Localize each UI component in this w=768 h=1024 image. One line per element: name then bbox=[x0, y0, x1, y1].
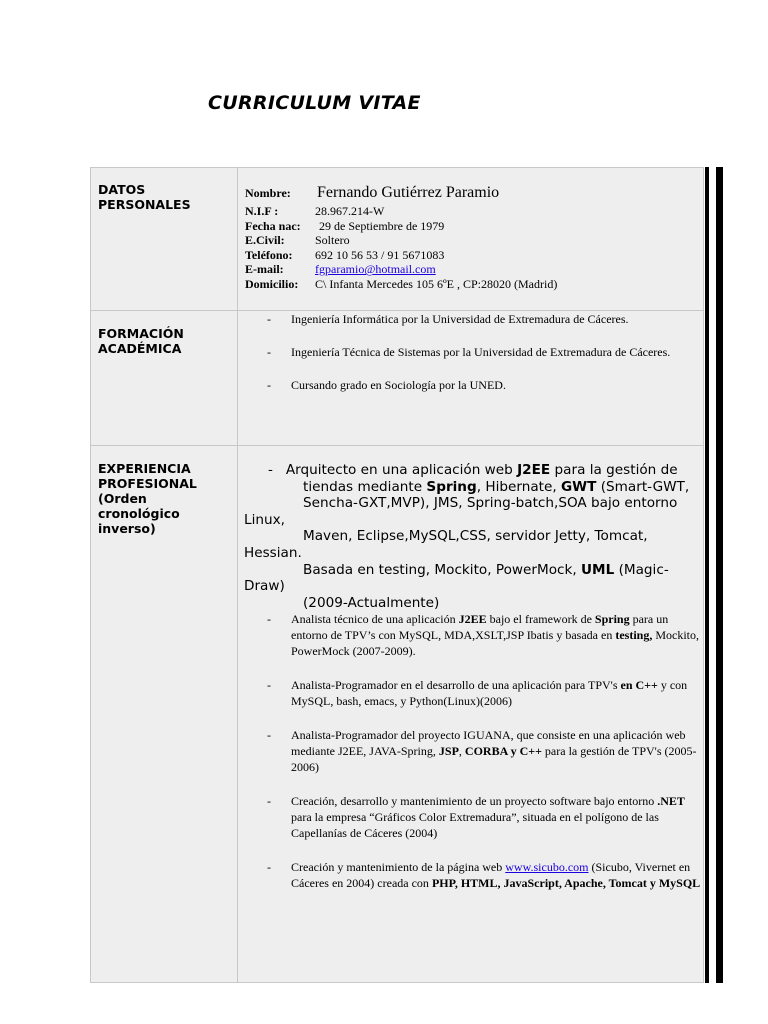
birth-value: 29 de Septiembre de 1979 bbox=[319, 218, 445, 233]
experience-row bbox=[91, 446, 704, 983]
birth-key: Fecha nac: bbox=[245, 218, 301, 233]
experience-list bbox=[238, 611, 703, 891]
email-key: E-mail: bbox=[245, 262, 284, 277]
name-key: Nombre: bbox=[245, 186, 291, 200]
cv-table bbox=[90, 167, 704, 983]
experience-item: - Analista-Programador en el desarrollo de una aplicación para TPV's en C++ y con MySQL, bash, emacs, y Python(Linux)(2006) bbox=[267, 677, 703, 709]
nif-value: 28.967.214-W bbox=[315, 204, 385, 218]
experience-item: - Creación y mantenimiento de la página web www.sicubo.com (Sicubo, Vivernet en Cáceres en 2004) creada con PHP, HTML, JavaScript, Apache, Tomcat y MySQL bbox=[267, 859, 703, 891]
personal-section-label: DATOS PERSONALES bbox=[98, 182, 191, 212]
phone-value: 692 10 56 53 / 91 5671083 bbox=[315, 247, 445, 262]
document-title: CURRICULUM VITAE bbox=[208, 92, 421, 114]
education-row bbox=[91, 311, 704, 446]
personal-details bbox=[238, 168, 703, 292]
education-item: - Ingeniería Informática por la Universidad de Extremadura de Cáceres. bbox=[267, 311, 703, 327]
phone-row bbox=[245, 248, 703, 263]
civil-key: E.Civil: bbox=[245, 233, 285, 248]
full-name: Fernando Gutiérrez Paramio bbox=[317, 184, 500, 201]
civil-value: Soltero bbox=[315, 233, 350, 248]
address-value: C\ Infanta Mercedes 105 6ºE , CP:28020 (Madrid) bbox=[315, 276, 558, 291]
email-link[interactable]: fgparamio@hotmail.com bbox=[315, 262, 436, 277]
education-list bbox=[238, 311, 703, 393]
address-row bbox=[245, 277, 703, 292]
website-link[interactable]: www.sicubo.com bbox=[505, 860, 589, 875]
education-section-label: FORMACIÓN ACADÉMICA bbox=[98, 326, 184, 356]
right-border-thin bbox=[705, 167, 709, 983]
personal-content-cell bbox=[238, 168, 704, 311]
education-content-cell bbox=[238, 311, 704, 446]
address-key: Domicilio: bbox=[245, 276, 299, 291]
phone-key: Teléfono: bbox=[245, 247, 293, 262]
experience-item: - Analista-Programador del proyecto IGUANA, que consiste en una aplicación web mediante J2EE, JAVA-Spring, JSP, CORBA y C++ para la gestión de TPV's (2005-2006) bbox=[267, 727, 703, 775]
experience-item: - Analista técnico de una aplicación J2EE bajo el framework de Spring para un entorno de TPV’s con MySQL, MDA,XSLT,JSP Ibatis y basada en testing, Mockito, PowerMock (2007-2009). bbox=[267, 611, 703, 659]
birth-row bbox=[245, 219, 703, 234]
experience-item: - Creación, desarrollo y mantenimiento de un proyecto software bajo entorno .NET para la empresa “Gráficos Color Extremadura”, situada en el polígono de las Capellanías de Cáceres (2004) bbox=[267, 793, 703, 841]
education-item: - Ingeniería Técnica de Sistemas por la Universidad de Extremadura de Cáceres. bbox=[267, 344, 703, 360]
nif-row bbox=[245, 204, 703, 219]
name-row bbox=[245, 183, 703, 203]
nif-key: N.I.F : bbox=[245, 204, 279, 218]
experience-section-label: EXPERIENCIA PROFESIONAL (Orden cronológico inverso) bbox=[98, 461, 197, 536]
experience-label-cell bbox=[91, 446, 238, 983]
experience-content-cell bbox=[238, 446, 704, 983]
right-border-thick bbox=[716, 167, 723, 983]
personal-data-row bbox=[91, 168, 704, 311]
experience-item-current: - Arquitecto en una aplicación web J2EE para la gestión de tiendas mediante Spring, Hibernate, GWT (Smart-GWT, Sencha-GXT,MVP), JMS, Spring-batch,SOA bajo entorno Linux, Maven, Eclipse,MySQL,CSS, servidor Jetty, Tomcat, Hessian. Basada en testing, Mockito, PowerMock, UML (Magic- Draw) (2009-Actualmente) bbox=[244, 462, 690, 611]
email-row bbox=[245, 262, 703, 277]
education-label-cell bbox=[91, 311, 238, 446]
education-item: - Cursando grado en Sociología por la UNED. bbox=[267, 377, 703, 393]
personal-label-cell bbox=[91, 168, 238, 311]
civil-row bbox=[245, 233, 703, 248]
